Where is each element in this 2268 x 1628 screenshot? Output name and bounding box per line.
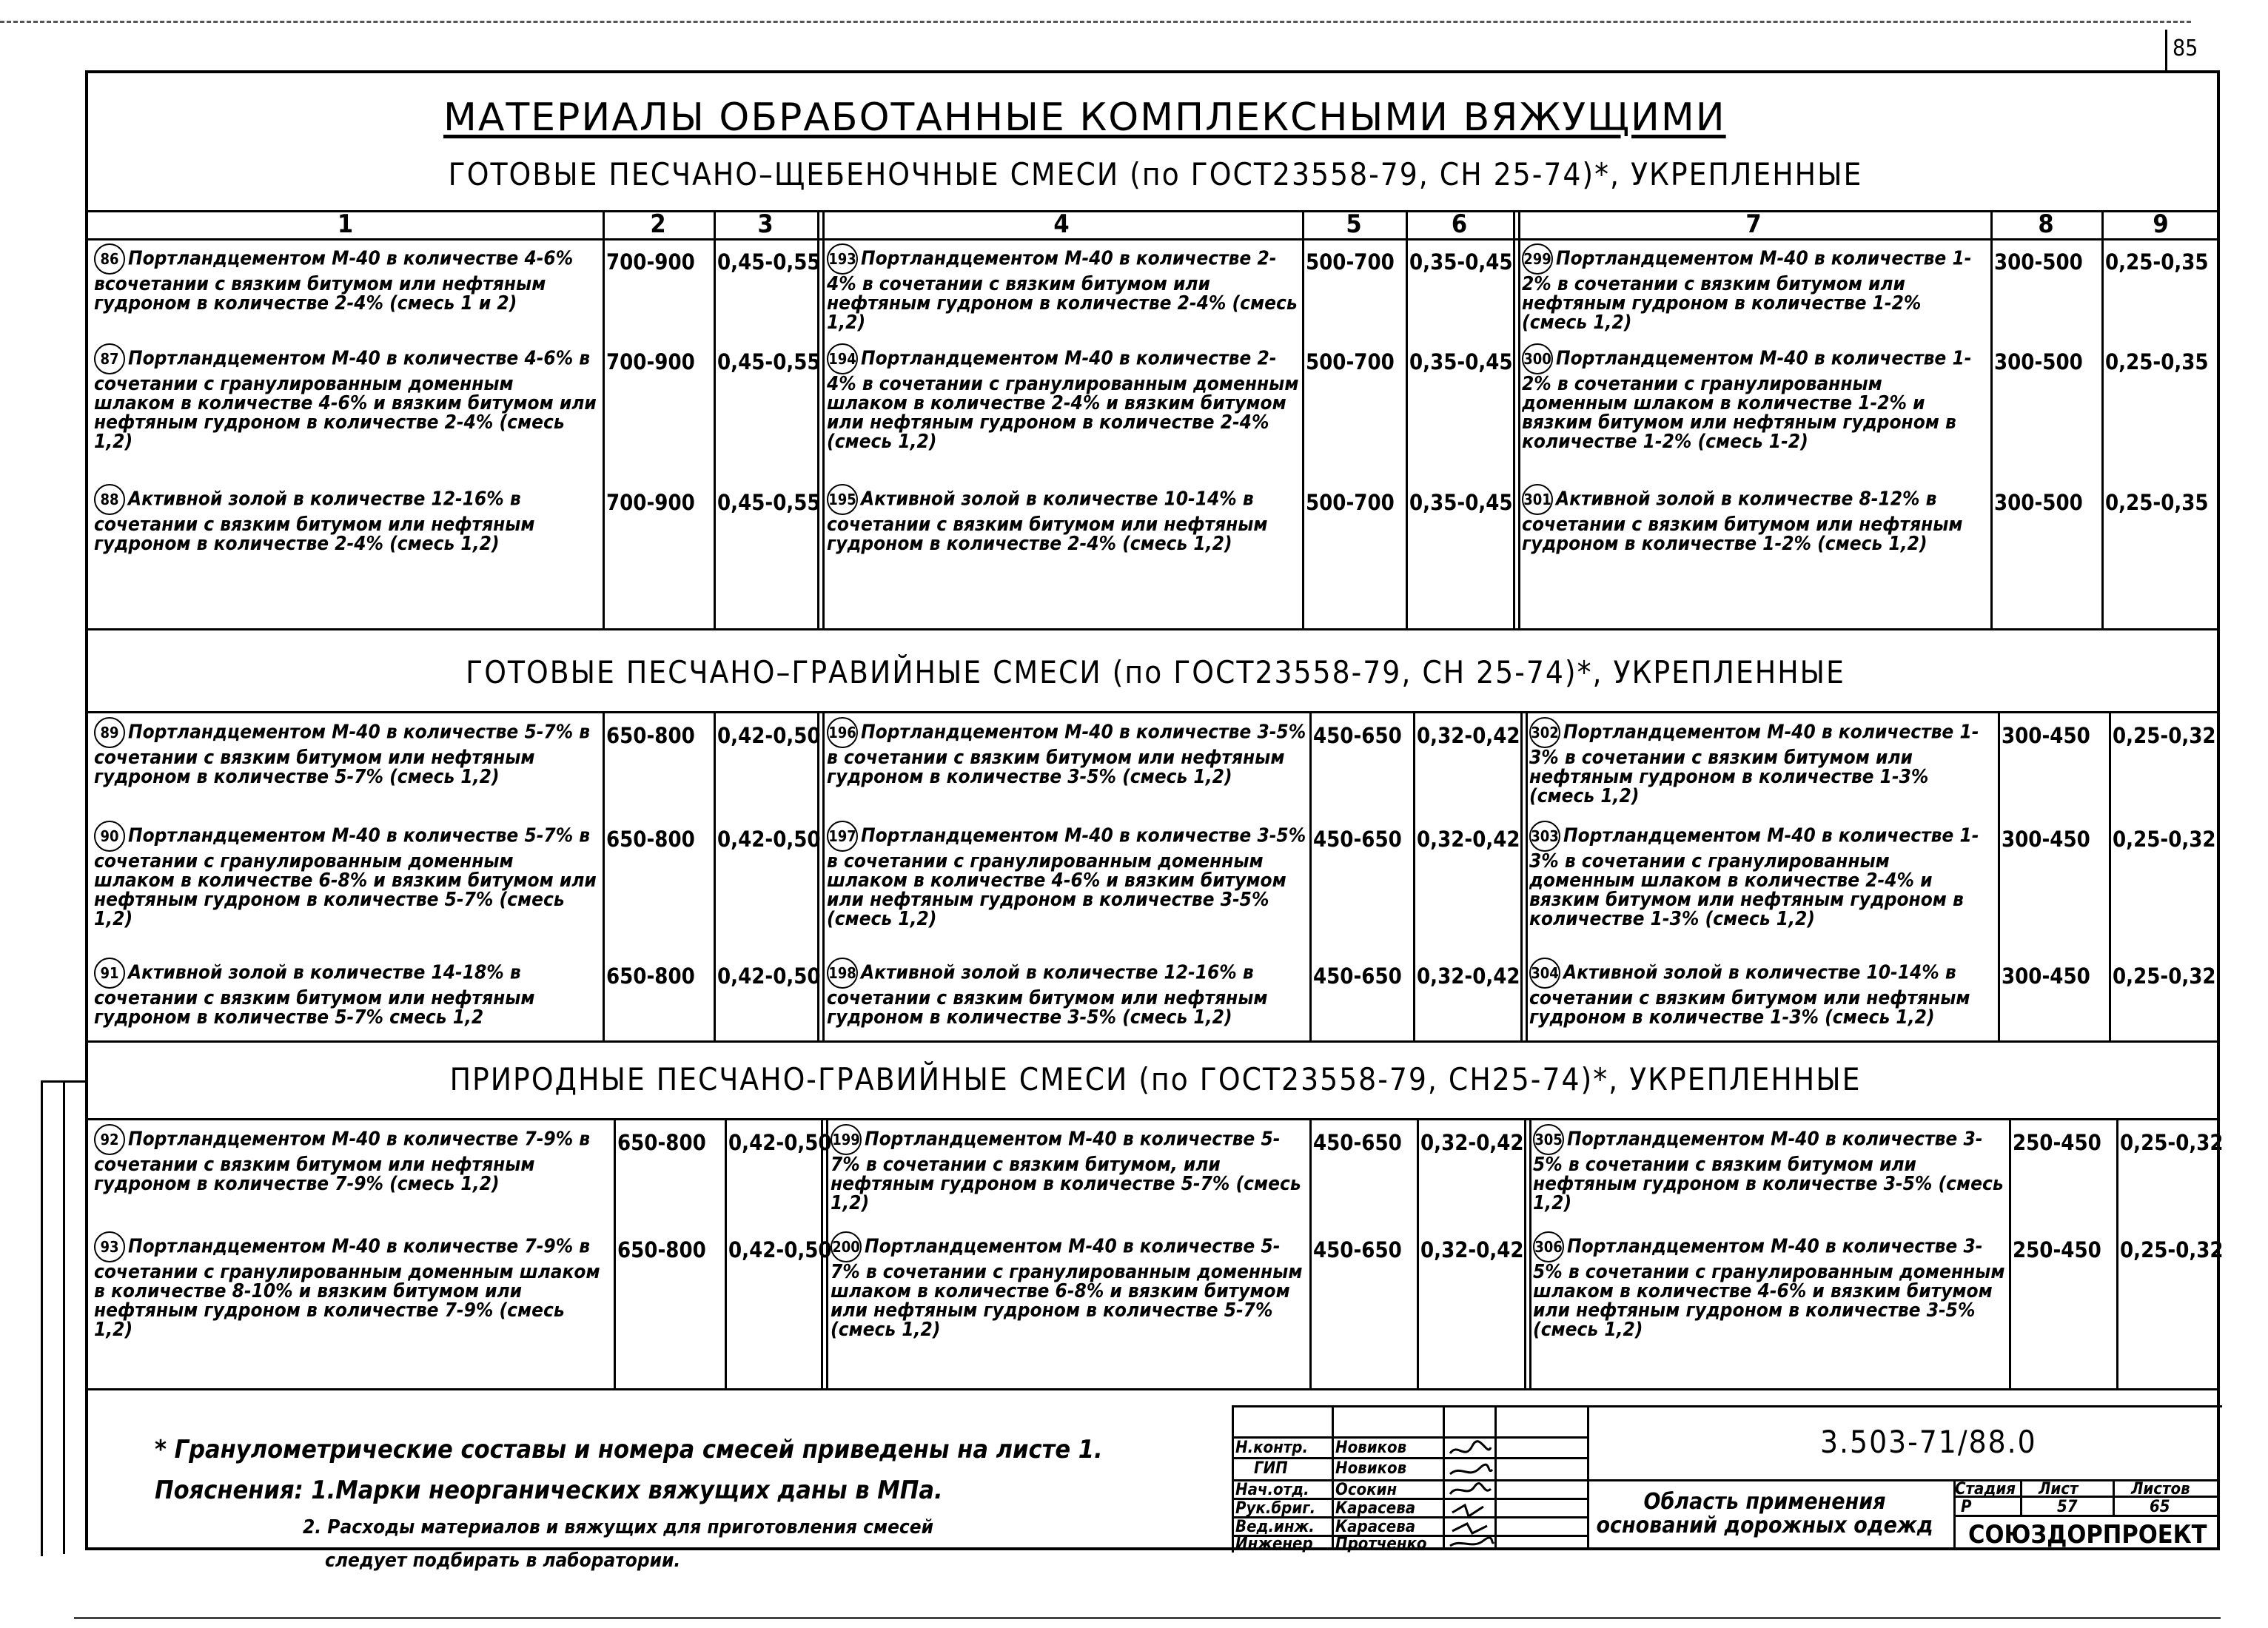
table-row-cell: 196 Портландцементом М-40 в количестве 3-5% в сочетании с вязким битумом или нефтяным гудроном в количестве 3-5% (смесь 1,2)	[827, 717, 1306, 787]
consumption-value: 650-800	[606, 723, 695, 748]
table-row-cell: 303 Портландцементом М-40 в количестве 1-3% в сочетании с гранулированным доменным шлаком в количестве 2-4% и вязким битумом или нефтяным гудроном в количестве 1-3% (смесь 1,2)	[1529, 821, 1996, 929]
vline	[725, 1118, 727, 1388]
coefficient-value: 0,42-0,50	[717, 723, 821, 748]
vline	[1513, 210, 1515, 628]
tb-vline	[1587, 1405, 1589, 1550]
binding-strip-inner	[63, 1080, 65, 1554]
consumption-value: 650-800	[617, 1130, 706, 1155]
table-row-cell: 304 Активной золой в количестве 10-14% в сочетании с вязким битумом или нефтяным гудроном в количестве 1-3% (смесь 1,2)	[1529, 958, 1996, 1027]
coefficient-value: 0,25-0,35	[2105, 249, 2209, 275]
consumption-value: 300-450	[2002, 963, 2090, 989]
sheets-label: Листов	[2131, 1480, 2190, 1498]
table-row-cell: 198 Активной золой в количестве 12-16% в сочетании с вязким битумом или нефтяным гудроном в количестве 3-5% (смесь 1,2)	[827, 958, 1306, 1027]
sheets-value: 65	[2150, 1498, 2170, 1516]
section-3-top	[88, 1118, 2220, 1120]
vline	[603, 711, 605, 1040]
col-header-2: 2	[650, 209, 666, 239]
table-row-cell: 91 Активной золой в количестве 14-18% в сочетании с вязким битумом или нефтяным гудроном в количестве 5-7% смесь 1,2	[94, 958, 597, 1027]
table-row-cell: 194 Портландцементом М-40 в количестве 2-4% в сочетании с гранулированным доменным шлаком в количестве 2-4% и вязким битумом или нефтяным гудроном в количестве 2-4% (смесь 1,2)	[827, 343, 1299, 451]
note-line-3: следует подбирать в лаборатории.	[325, 1550, 681, 1572]
consumption-value: 450-650	[1313, 723, 1402, 748]
coefficient-value: 0,35-0,45	[1409, 490, 1513, 515]
table-row-cell: 199 Портландцементом М-40 в количестве 5-7% в сочетании с вязким битумом, или нефтяным гудроном в количестве 5-7% (смесь 1,2)	[831, 1124, 1306, 1213]
tb-name: Протченко	[1335, 1535, 1427, 1553]
col-header-6: 6	[1451, 209, 1468, 239]
coefficient-value: 0,45-0,55	[717, 349, 821, 374]
top-dashed-line	[0, 21, 2191, 23]
coefficient-value: 0,45-0,55	[717, 249, 821, 275]
consumption-value: 250-450	[2013, 1237, 2101, 1262]
table-row-cell: 90 Портландцементом М-40 в количестве 5-7% в сочетании с гранулированным доменным шлаком в количестве 6-8% и вязким битумом или нефтяным гудроном в количестве 5-7% (смесь 1,2)	[94, 821, 597, 929]
consumption-value: 500-700	[1306, 249, 1395, 275]
consumption-value: 650-800	[606, 827, 695, 852]
vline	[1417, 1118, 1419, 1388]
tb-role: Нач.отд.	[1235, 1481, 1309, 1499]
vline	[1309, 711, 1312, 1040]
vline	[1524, 1118, 1526, 1388]
vline	[1520, 711, 1523, 1040]
bottom-dashed-line	[74, 1617, 2221, 1619]
tb-role: Рук.бриг.	[1235, 1499, 1316, 1518]
stage-value: Р	[1961, 1498, 1972, 1516]
vline	[2116, 1118, 2118, 1388]
section-1-title: ГОТОВЫЕ ПЕСЧАНО–ЩЕБЕНОЧНЫЕ СМЕСИ (по ГОСТ23558-79, СН 25-74)*, УКРЕПЛЕННЫЕ	[448, 156, 1863, 192]
org-name: СОЮЗДОРПРОЕКТ	[1968, 1520, 2207, 1550]
signatures	[1446, 1439, 1494, 1550]
consumption-value: 450-650	[1313, 1237, 1402, 1262]
vline	[1309, 1118, 1312, 1388]
consumption-value: 300-450	[2002, 827, 2090, 852]
section-1-bottom	[88, 628, 2220, 630]
table-row-cell: 89 Портландцементом М-40 в количестве 5-7% в сочетании с вязким битумом или нефтяным гудроном в количестве 5-7% (смесь 1,2)	[94, 717, 597, 787]
tb-name: Карасева	[1335, 1518, 1416, 1536]
table-row-cell: 92 Портландцементом М-40 в количестве 7-9% в сочетании с вязким битумом или нефтяным гудроном в количестве 7-9% (смесь 1,2)	[94, 1124, 608, 1194]
consumption-value: 300-500	[1994, 490, 2083, 515]
table-row-cell: 86 Портландцементом М-40 в количестве 4-6% всочетании с вязким битумом или нефтяным гудроном в количестве 2-4% (смесь 1 и 2)	[94, 243, 597, 313]
drawing-frame	[85, 70, 2224, 1572]
tb-vline	[1443, 1405, 1445, 1550]
consumption-value: 500-700	[1306, 490, 1395, 515]
coefficient-value: 0,25-0,32	[2120, 1130, 2224, 1155]
consumption-value: 450-650	[1313, 827, 1402, 852]
coefficient-value: 0,42-0,50	[728, 1130, 832, 1155]
table-bottom	[88, 1388, 2220, 1390]
col-header-8: 8	[2038, 209, 2054, 239]
col-header-4: 4	[1053, 209, 1070, 239]
consumption-value: 650-800	[606, 963, 695, 989]
vline	[1413, 711, 1415, 1040]
table-row-cell: 305 Портландцементом М-40 в количестве 3-5% в сочетании с вязким битумом или нефтяным гудроном в количестве 3-5% (смесь 1,2)	[1533, 1124, 2007, 1213]
vline	[2009, 1118, 2011, 1388]
vline	[1998, 711, 2000, 1040]
section-2-title: ГОТОВЫЕ ПЕСЧАНО–ГРАВИЙНЫЕ СМЕСИ (по ГОСТ23558-79, СН 25-74)*, УКРЕПЛЕННЫЕ	[466, 654, 1845, 690]
coefficient-value: 0,32-0,42	[1420, 1130, 1524, 1155]
table-row-cell: 197 Портландцементом М-40 в количестве 3-5% в сочетании с гранулированным доменным шлаком в количестве 4-6% и вязким битумом или нефтяным гудроном в количестве 3-5% (смесь 1,2)	[827, 821, 1306, 929]
consumption-value: 450-650	[1313, 963, 1402, 989]
coefficient-value: 0,25-0,35	[2105, 490, 2209, 515]
table-row-cell: 87 Портландцементом М-40 в количестве 4-6% в сочетании с гранулированным доменным шлаком в количестве 4-6% и вязким битумом или нефтяным гудроном в количестве 2-4% (смесь 1,2)	[94, 343, 597, 451]
vline	[1990, 210, 1993, 628]
coefficient-value: 0,32-0,42	[1417, 723, 1520, 748]
consumption-value: 700-900	[606, 249, 695, 275]
coefficient-value: 0,32-0,42	[1420, 1237, 1524, 1262]
doc-description: Область применения оснований дорожных одежд	[1596, 1489, 1933, 1538]
vline	[1302, 210, 1304, 628]
consumption-value: 700-900	[606, 349, 695, 374]
vline	[603, 210, 605, 628]
coefficient-value: 0,35-0,45	[1409, 249, 1513, 275]
coefficient-value: 0,35-0,45	[1409, 349, 1513, 374]
vline	[822, 711, 825, 1040]
consumption-value: 300-500	[1994, 249, 2083, 275]
vline	[817, 711, 819, 1040]
coefficient-value: 0,42-0,50	[717, 827, 821, 852]
tb-hline	[1953, 1515, 2220, 1517]
vline	[1529, 1118, 1531, 1388]
col-header-1: 1	[337, 209, 354, 239]
sheet-value: 57	[2057, 1498, 2078, 1516]
section-2-bottom	[88, 1040, 2220, 1043]
doc-code: 3.503-71/88.0	[1820, 1424, 2037, 1460]
consumption-value: 300-450	[2002, 723, 2090, 748]
table-row-cell: 88 Активной золой в количестве 12-16% в сочетании с вязким битумом или нефтяным гудроном в количестве 2-4% (смесь 1,2)	[94, 484, 597, 554]
coefficient-value: 0,25-0,32	[2120, 1237, 2224, 1262]
coefficient-value: 0,25-0,32	[2113, 827, 2216, 852]
col-header-7: 7	[1745, 209, 1762, 239]
coefficient-value: 0,42-0,50	[728, 1237, 832, 1262]
tb-name: Новиков	[1335, 1439, 1407, 1457]
table-row-cell: 200 Портландцементом М-40 в количестве 5-7% в сочетании с гранулированным доменным шлаком в количестве 6-8% и вязким битумом или нефтяным гудроном в количестве 5-7% (смесь 1,2)	[831, 1231, 1306, 1339]
section-3-title: ПРИРОДНЫЕ ПЕСЧАНО-ГРАВИЙНЫЕ СМЕСИ (по ГОСТ23558-79, СН25-74)*, УКРЕПЛЕННЫЕ	[449, 1061, 1862, 1097]
main-title: МАТЕРИАЛЫ ОБРАБОТАННЫЕ КОМПЛЕКСНЫМИ ВЯЖУЩИМИ	[443, 95, 1726, 140]
tb-role: Н.контр.	[1235, 1439, 1308, 1457]
note-line-1: Пояснения: 1.Марки неорганических вяжущих даны в МПа.	[155, 1476, 943, 1505]
consumption-value: 300-500	[1994, 349, 2083, 374]
vline	[1518, 210, 1520, 628]
tb-name: Карасева	[1335, 1499, 1416, 1518]
table-row-cell: 300 Портландцементом М-40 в количестве 1-2% в сочетании с гранулированным доменным шлаком в количестве 1-2% и вязким битумом или нефтяным гудроном в количестве 1-2% (смесь 1-2)	[1522, 343, 1988, 451]
vline	[614, 1118, 616, 1388]
consumption-value: 500-700	[1306, 349, 1395, 374]
vline	[822, 210, 825, 628]
sheet-label: Лист	[2039, 1480, 2079, 1498]
consumption-value: 450-650	[1313, 1130, 1402, 1155]
col-header-3: 3	[757, 209, 774, 239]
consumption-value: 700-900	[606, 490, 695, 515]
coefficient-value: 0,25-0,35	[2105, 349, 2209, 374]
page-number: 85	[2173, 36, 2198, 61]
table-row-cell: 299 Портландцементом М-40 в количестве 1-2% в сочетании с вязким битумом или нефтяным гудроном в количестве 1-2% (смесь 1,2)	[1522, 243, 1988, 332]
table-row-cell: 193 Портландцементом М-40 в количестве 2-4% в сочетании с вязким битумом или нефтяным гудроном в количестве 2-4% (смесь 1,2)	[827, 243, 1299, 332]
vline	[714, 210, 716, 628]
tb-role: Вед.инж.	[1235, 1518, 1315, 1536]
tb-vline	[1494, 1405, 1497, 1550]
footnote-star: * Гранулометрические составы и номера смесей приведены на листе 1.	[155, 1435, 1103, 1464]
col-header-5: 5	[1346, 209, 1362, 239]
table-row-cell: 195 Активной золой в количестве 10-14% в сочетании с вязким битумом или нефтяным гудроном в количестве 2-4% (смесь 1,2)	[827, 484, 1299, 554]
vline	[714, 711, 716, 1040]
vline	[1526, 711, 1528, 1040]
note-line-2: 2. Расходы материалов и вяжущих для приготовления смесей	[303, 1516, 934, 1538]
table-row-cell: 306 Портландцементом М-40 в количестве 3-5% в сочетании с гранулированным доменным шлаком в количестве 4-6% и вязким битумом или нефтяным гудроном в количестве 3-5% (смесь 1,2)	[1533, 1231, 2007, 1339]
coefficient-value: 0,32-0,42	[1417, 963, 1520, 989]
vline	[1406, 210, 1408, 628]
vline	[2109, 711, 2111, 1040]
coefficient-value: 0,42-0,50	[717, 963, 821, 989]
tb-role: ГИП	[1254, 1459, 1288, 1478]
table-row-cell: 93 Портландцементом М-40 в количестве 7-9% в сочетании с гранулированным доменным шлаком в количестве 8-10% и вязким битумом или нефтяным гудроном в количестве 7-9% (смесь 1,2)	[94, 1231, 608, 1339]
stage-label: Стадия	[1955, 1480, 2016, 1498]
coefficient-value: 0,32-0,42	[1417, 827, 1520, 852]
table-row-cell: 302 Портландцементом М-40 в количестве 1-3% в сочетании с вязким битумом или нефтяным гудроном в количестве 1-3% (смесь 1,2)	[1529, 717, 1996, 806]
tb-role: Инженер	[1235, 1535, 1313, 1553]
tb-name: Новиков	[1335, 1459, 1407, 1478]
consumption-value: 250-450	[2013, 1130, 2101, 1155]
tb-name: Осокин	[1335, 1481, 1398, 1499]
col-header-9: 9	[2153, 209, 2169, 239]
coefficient-value: 0,25-0,32	[2113, 723, 2216, 748]
section-2-top	[88, 711, 2220, 713]
coefficient-value: 0,45-0,55	[717, 490, 821, 515]
consumption-value: 650-800	[617, 1237, 706, 1262]
vline	[2101, 210, 2104, 628]
table-row-cell: 301 Активной золой в количестве 8-12% в сочетании с вязким битумом или нефтяным гудроном в количестве 1-2% (смесь 1,2)	[1522, 484, 1988, 554]
coefficient-value: 0,25-0,32	[2113, 963, 2216, 989]
tb-vline	[1332, 1405, 1334, 1550]
